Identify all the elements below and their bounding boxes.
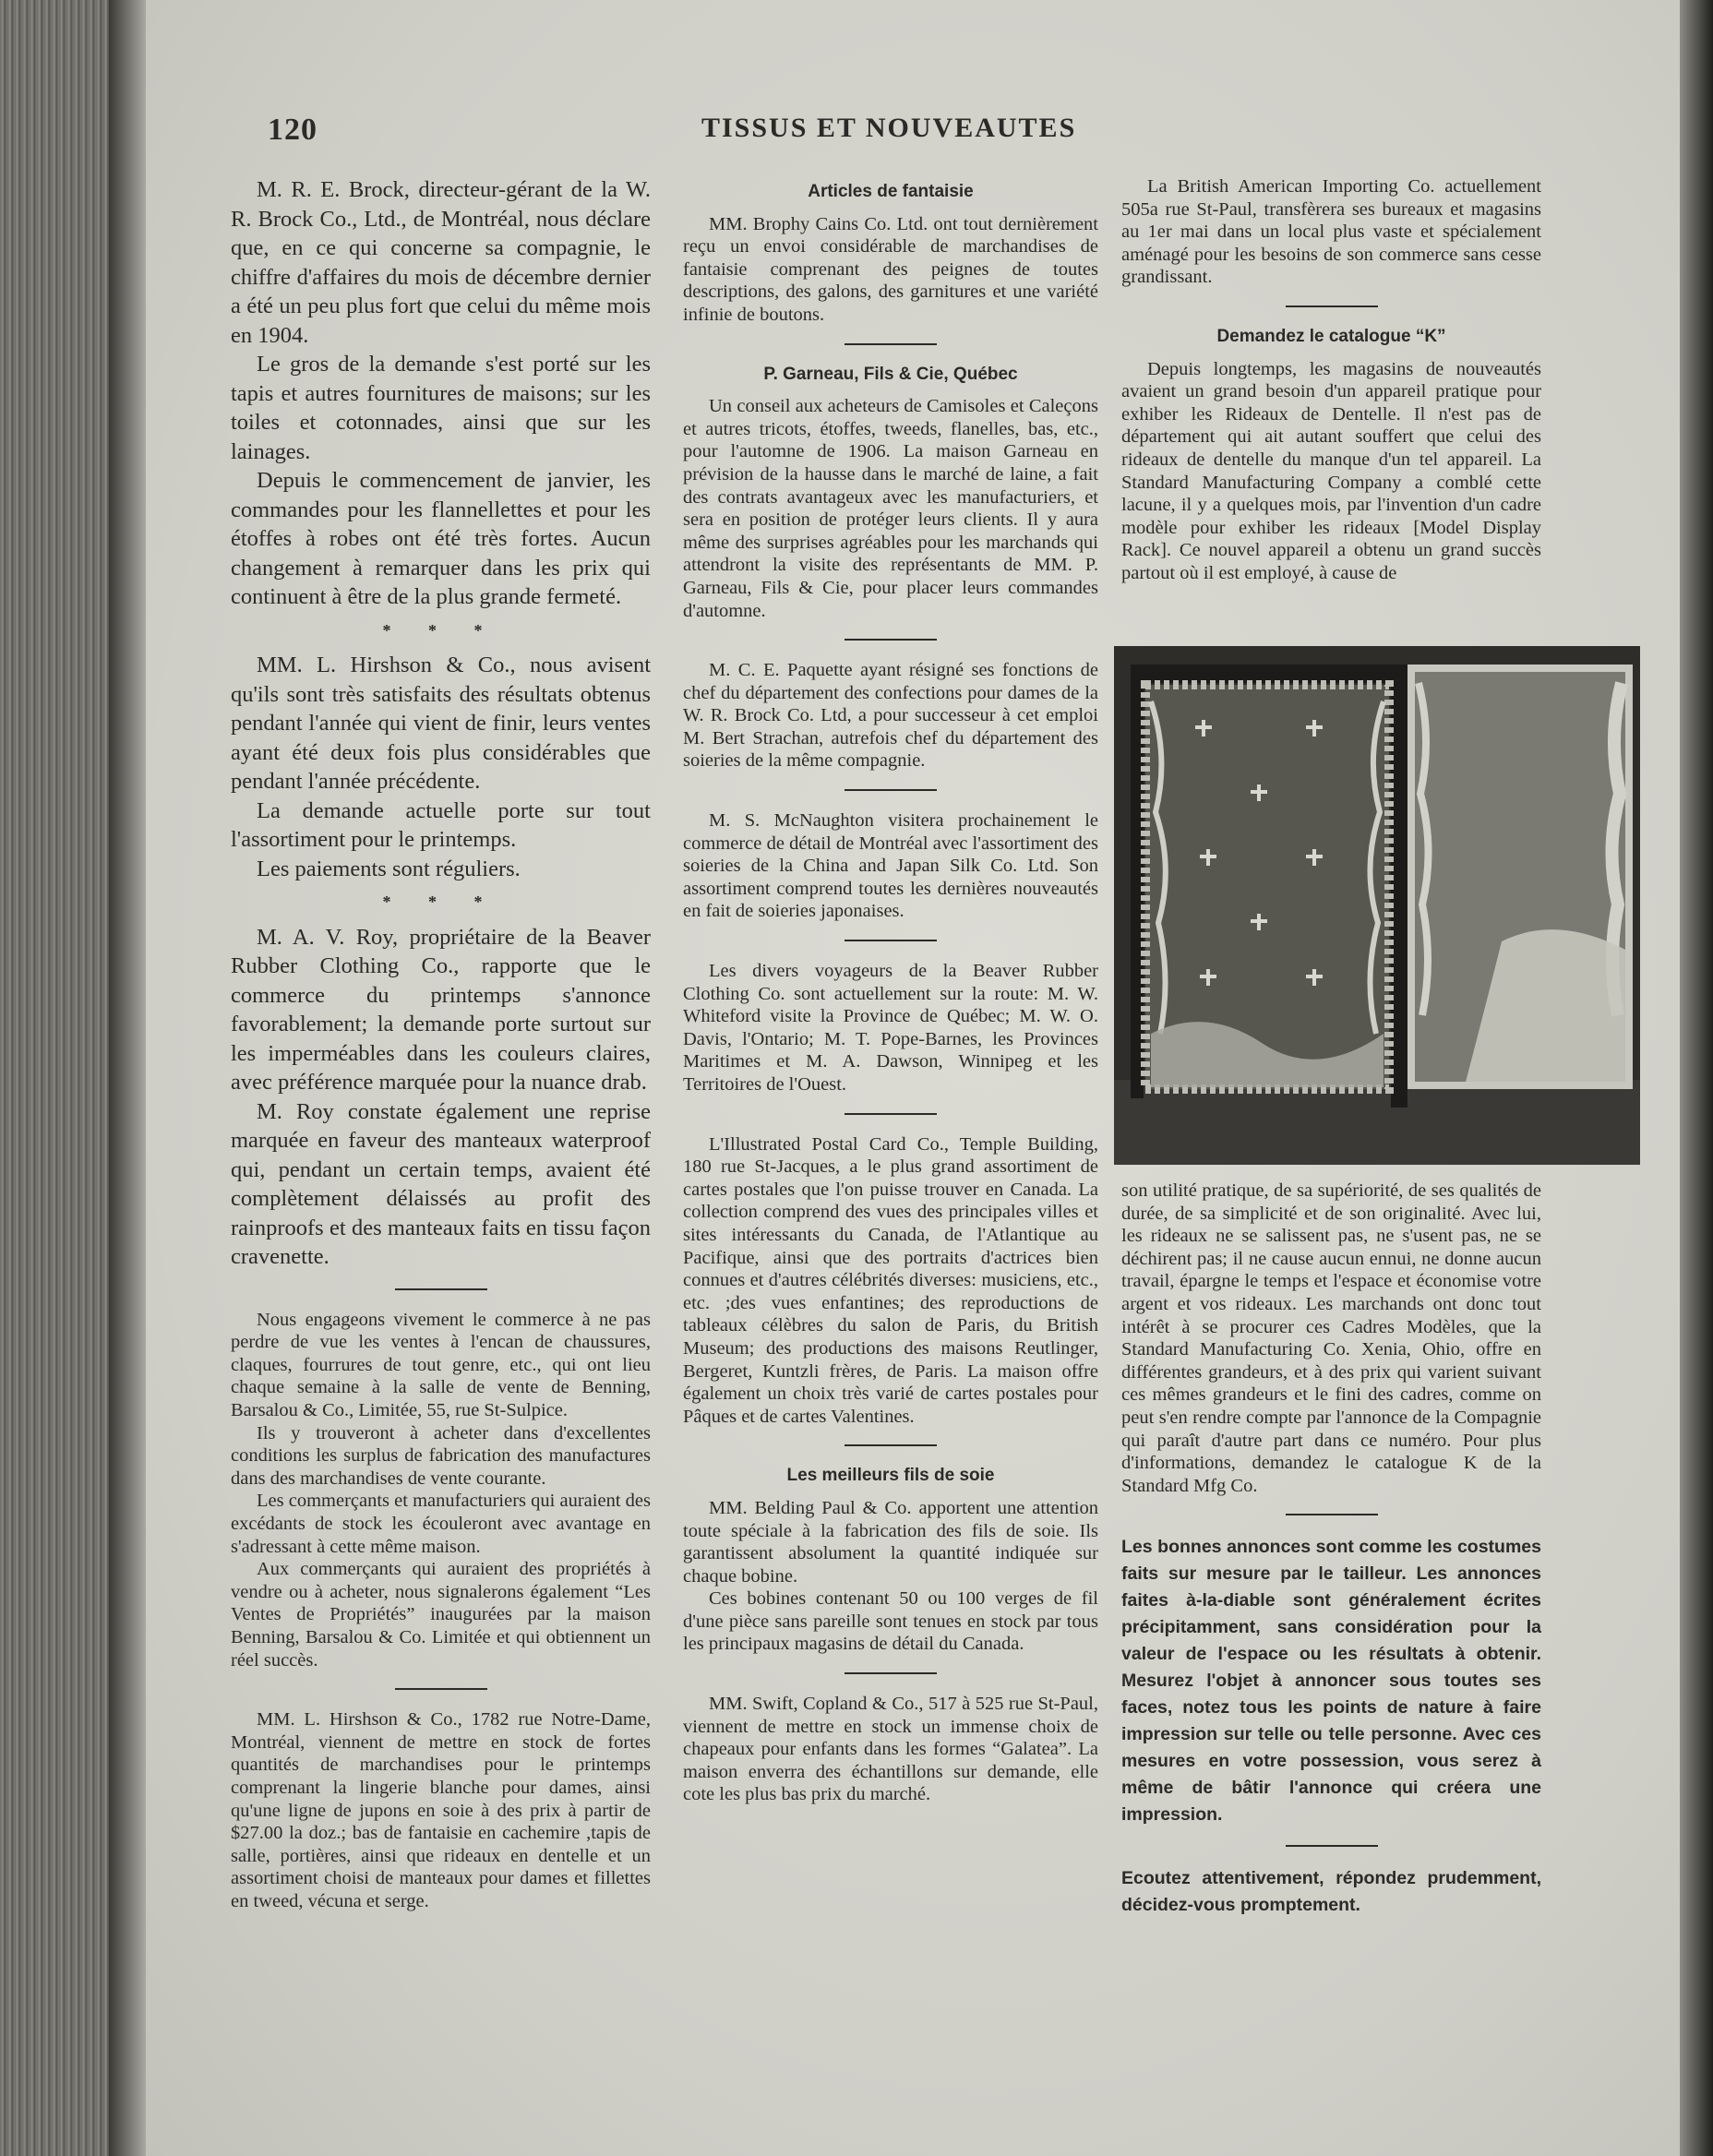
- paragraph: M. S. McNaughton visitera prochainement le commerce de détail de Montréal avec l'assortiment des soieries de la China and Japan Silk Co. Ltd. Son assortiment comprend toutes les dernières nouveautés en fait de soieries japonaises.: [683, 810, 1098, 922]
- advertising-advice: [1121, 1534, 1541, 1828]
- paragraph: MM. L. Hirshson & Co., nous avisent qu'ils sont très satisfaits des résultats obtenus pendant l'année qui vient de finir, leurs ventes ayant été deux fois plus considérables que pendant l'année précédente.: [231, 653, 651, 795]
- paragraph: Nous engageons vivement le commerce à ne pas perdre de vue les ventes à l'encan de chaussures, claques, fourrures de tout genre, etc., qui ont lieu chaque semaine à la salle de vente de Benning, Barsalou & Co., Limitée, 55, rue St-Sulpice.: [231, 1309, 651, 1421]
- paragraph: Ils y trouveront à acheter dans d'excellentes conditions les surplus de fabrication des manufactures dans des marchandises de vente courante.: [231, 1422, 651, 1489]
- paragraph: M. A. V. Roy, propriétaire de la Beaver Rubber Clothing Co., rapporte que le commerce du printemps s'annonce favorablement; la demande porte surtout sur les imperméables dans les couleurs claires, avec préférence marquée pour la nuance drab.: [231, 924, 651, 1096]
- divider-rule: [845, 1444, 937, 1446]
- divider-rule: [395, 1288, 487, 1290]
- lace-curtain-illustration: [1114, 646, 1640, 1165]
- divider-rule: [845, 639, 937, 641]
- paragraph: Le gros de la demande s'est porté sur les tapis et autres fournitures de maisons; sur les toiles et cotonnades, ainsi que sur les lainages.: [231, 352, 651, 464]
- separator-stars: * * *: [382, 620, 499, 640]
- heading-articles-fantaisie: Articles de fantaisie: [808, 182, 974, 201]
- roy-article: [231, 923, 651, 1272]
- divider-rule: [845, 1672, 937, 1674]
- paragraph: Aux commerçants qui auraient des propriétés à vendre ou à acheter, nous signalerons également “Les Ventes de Propriétés” inaugurées par la maison Benning, Barsalou & Co. Limitée et qui obtiennent un réel succès.: [231, 1559, 651, 1671]
- divider-rule: [1286, 1514, 1378, 1515]
- divider-rule: [395, 1688, 487, 1690]
- closing-advice: [1121, 1865, 1541, 1919]
- paragraph: Les paiements sont réguliers.: [257, 856, 521, 881]
- hirshson-article: [231, 651, 651, 883]
- running-title: TISSUS ET NOUVEAUTES: [701, 113, 1077, 143]
- page-number: 120: [268, 113, 317, 147]
- paragraph: M. C. E. Paquette ayant résigné ses fonctions de chef du département des confections pour dames de la W. R. Brock Co. Ltd, a pour successeur à cet emploi M. Bert Strachan, autrefois chef du département des soieries de la même compagnie.: [683, 660, 1098, 772]
- paragraph: La demande actuelle porte sur tout l'assortiment pour le printemps.: [231, 797, 651, 853]
- paragraph: Depuis longtemps, les magasins de nouveautés avaient un grand besoin d'un appareil pratique pour exhiber les Rideaux de Dentelle. Il n'est pas de département qui ait autant souffert que celui des rideaux de dentelle du manque d'un tel appareil. La Standard Manufacturing Company a comblé cette lacune, il y a quelques mois, par l'invention d'un cadre modèle pour exhiber les rideaux [Model Display Rack]. Ce nouvel appareil a obtenu un grand succès partout où il est employé, à cause de: [1121, 358, 1541, 583]
- right-page-edge: [1680, 0, 1713, 2156]
- brock-article: [231, 175, 651, 612]
- divider-rule: [845, 1113, 937, 1115]
- column-3: [1121, 175, 1541, 585]
- paragraph: M. R. E. Brock, directeur-gérant de la W. R. Brock Co., Ltd., de Montréal, nous déclare que, en ce qui concerne sa compagnie, le chiffre d'affaires du mois de décembre dernier a été un peu plus fort que celui du même mois en 1904.: [231, 177, 651, 348]
- paragraph: Un conseil aux acheteurs de Camisoles et Caleçons et autres tricots, étoffes, tweeds, flanelles, bas, etc., pour l'automne de 1906. La maison Garneau en prévision de la hausse dans le marché de laine, a fait des contrats avantageux avec les manufacturiers, et sera en position de protéger leurs clients. Il y aura même des surprises agréables pour les marchands qui attendront la visite des représentants de MM. P. Garneau, Fils & Cie, pour placer leurs commandes d'automne.: [683, 396, 1098, 621]
- column-2: [683, 175, 1098, 1806]
- divider-rule: [845, 940, 937, 941]
- page-header: [268, 113, 1477, 159]
- encan-article: [231, 1309, 651, 1672]
- divider-rule: [1286, 1845, 1378, 1847]
- bold-paragraph: Les bonnes annonces sont comme les costumes faits sur mesure par le tailleur. Les annonces faites à-la-diable sont généralement écrites précipitamment, sans considération pour la valeur de l'espace ou les résultats à obtenir. Mesurez l'objet à annoncer sous toutes ses faces, notez tous les points de nature à faire impression sur telle ou telle personne. Avec ces mesures en votre possession, vous serez à même de bâtir l'annonce qui créera une impression.: [1121, 1537, 1541, 1826]
- gutter-shadow: [109, 0, 146, 2156]
- lace-curtain-rack-photo: [1114, 646, 1640, 1165]
- paragraph: MM. L. Hirshson & Co., 1782 rue Notre-Dame, Montréal, viennent de mettre en stock de fortes quantités de marchandises pour le printemps comprenant la lingerie blanche pour dames, ainsi qu'une ligne de jupons en soie à des prix à partir de $27.00 la doz.; bas de fantaisie en cachemire ,tapis de salle, portières, ainsi que rideaux en dentelle et un assortiment choisi de manteaux pour dames et fillettes en tweed, vécuna et serge.: [231, 1709, 651, 1911]
- paragraph: MM. Belding Paul & Co. apportent une attention toute spéciale à la fabrication des fils de soie. Ils garantissent absolument la quantité indiquée sur chaque bobine.: [683, 1497, 1098, 1587]
- paragraph: M. Roy constate également une reprise marquée en faveur des manteaux waterproof qui, pendant un certain temps, avaient été complètement délaissés au profit des rainproofs et des manteaux faits en tissu façon cravenette.: [231, 1098, 651, 1270]
- separator-stars: * * *: [382, 892, 499, 912]
- paragraph: La British American Importing Co. actuellement 505a rue St-Paul, transfèrera ses bureaux et magasins au 1er mai dans un local plus vaste et spécialement aménagé pour les besoins de son commerce sans cesse grandissant.: [1121, 176, 1541, 288]
- paragraph: MM. Brophy Cains Co. Ltd. ont tout dernièrement reçu un envoi considérable de marchandises de fantaisie comprenant des peignes de toutes descriptions, des galons, des garnitures et une variété infinie de boutons.: [683, 213, 1098, 325]
- column-1: [231, 175, 651, 1913]
- paragraph: Ces bobines contenant 50 ou 100 verges de fil d'une pièce sans pareille sont tenues en stock par tous les principaux magasins de détail du Canada.: [683, 1588, 1098, 1655]
- bold-paragraph: Ecoutez attentivement, répondez prudemment, décidez-vous promptement.: [1121, 1868, 1541, 1916]
- hirshson-stock-article: [231, 1708, 651, 1912]
- divider-rule: [1286, 305, 1378, 307]
- column-3-lower: [1121, 1180, 1541, 1919]
- divider-rule: [845, 343, 937, 345]
- paragraph: son utilité pratique, de sa supériorité, de ses qualités de durée, de sa simplicité et de son originalité. Avec lui, les rideaux ne se salissent pas, ne s'usent pas, ne se déchirent pas; il ne cause aucun ennui, ne donne aucun travail, épargne le temps et l'espace et économise votre argent et vos rideaux. Les marchands ont donc tout intérêt à se procurer ces Cadres Modèles, que la Standard Manufacturing Co. Xenia, Ohio, offre en différentes grandeurs, et à des prix qui varient suivant ces mêmes grandeurs et le fini des cadres, comme on peut s'en rendre compte par l'annonce de la Compagnie qui paraît d'autre part dans ce numéro. Pour plus d'informations, demandez le catalogue K de la Standard Mfg Co.: [1121, 1180, 1541, 1496]
- paragraph: L'Illustrated Postal Card Co., Temple Building, 180 rue St-Jacques, a le plus grand assortiment de cartes postales que l'on puisse trouver en Canada. La collection comprend des vues des principales villes et sites intéressants du Canada, de l'Atlantique au Pacifique, ainsi que des portraits d'actrices bien connues et d'autres célébrités diverses: musiciens, etc., etc. ;des vues enfantines; des reproductions de tableaux célèbres du salon de Paris, du British Museum; des productions des maisons Reutlinger, Bergeret, Kuntzli frères, de Paris. La maison offre également un choix très varié de cartes postales pour Pâques et de cartes Valentines.: [683, 1133, 1098, 1427]
- heading-fils-de-soie: Les meilleurs fils de soie: [786, 1466, 995, 1486]
- divider-rule: [845, 789, 937, 791]
- paragraph: Les commerçants et manufacturiers qui auraient des excédants de stock les écouleront avec avantage en s'adressant à cette même maison.: [231, 1491, 651, 1557]
- heading-garneau: P. Garneau, Fils & Cie, Québec: [763, 364, 1018, 384]
- heading-catalogue-k: Demandez le catalogue “K”: [1216, 326, 1446, 346]
- paragraph: Les divers voyageurs de la Beaver Rubber Clothing Co. sont actuellement sur la route: M. W. Whiteford visite la Province de Québec; M. W. O. Davis, l'Ontario; M. T. Pope-Barnes, les Provinces Maritimes et M. A. Dawson, Winnipeg et les Territoires de l'Ouest.: [683, 961, 1098, 1095]
- paragraph: MM. Swift, Copland & Co., 517 à 525 rue St-Paul, viennent de mettre en stock un immense choix de chapeaux pour enfants dans les formes “Galatea”. La maison enverra des échantillons sur demande, elle cote les plus bas prix du marché.: [683, 1694, 1098, 1805]
- paragraph: Depuis le commencement de janvier, les commandes pour les flannellettes et pour les étoffes à robes ont été très fortes. Aucun changement à remarquer dans les prix qui continuent à être de la plus grande fermeté.: [231, 468, 651, 609]
